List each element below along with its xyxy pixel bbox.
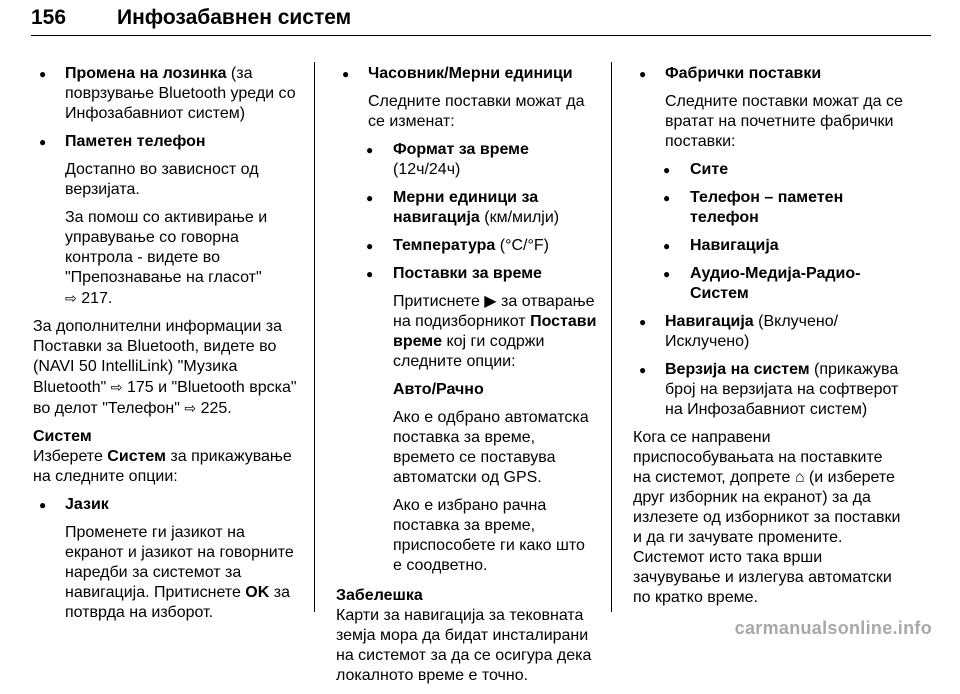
bluetooth-info-paragraph — [33, 317, 305, 419]
column-1 — [33, 64, 305, 631]
page-title: Инфозабавнен систем — [117, 6, 352, 29]
bullet-language — [33, 495, 305, 515]
watermark: carmanualsonline.info — [734, 618, 932, 638]
paragraph-text: за прикажување на следните опции: — [33, 448, 292, 485]
note-text: Карти за навигација за тековната земја мора да бидат инсталирани на системот за да се осигура дека локалното време е точно. — [336, 607, 592, 684]
bullet-title: Аудио-Медија-Радио-Систем — [690, 265, 861, 302]
bullet-factory — [633, 64, 903, 84]
page-number: 156 — [31, 6, 67, 29]
bullet-title: Навигација — [690, 237, 779, 254]
paragraph-text: Кога се направени приспособувањата на поставките на системот, допрете — [633, 429, 883, 486]
smartphone-p2 — [33, 208, 305, 309]
bullet-title: Верзија на систем — [665, 361, 810, 378]
bullet-title: Јазик — [65, 496, 109, 513]
bullet-text: (км/милји) — [479, 209, 560, 226]
column-divider-1 — [314, 62, 315, 612]
page-ref-icon: ⇨ — [110, 379, 123, 395]
paragraph-text: За помош со активирање и управување со говорна контрола - видете во "Препознавање на гласот" — [65, 209, 268, 286]
bullet-navigation — [633, 312, 903, 352]
page-ref-icon: ⇨ — [65, 290, 77, 306]
bullet-title: Формат за време — [393, 141, 529, 158]
play-arrow-icon: ▶ — [484, 293, 497, 310]
bullet-text: (°C/°F) — [495, 237, 549, 254]
auto-manual-heading — [336, 380, 598, 400]
sub-bullet-audio — [633, 264, 903, 304]
paragraph-text: за отварање на подизборникот — [393, 293, 595, 330]
page-ref: 217. — [81, 290, 113, 307]
bullet-text: (Вклучено/ Исклучено) — [665, 313, 839, 350]
column-2 — [336, 64, 598, 694]
clock-intro: Следните поставки можат да се изменат: — [368, 93, 585, 130]
page-ref: 225. — [200, 400, 232, 417]
factory-intro: Следните поставки можат да се вратат на почетните фабрички поставки: — [665, 93, 903, 150]
bullet-title: Промена на лозинка — [65, 65, 227, 82]
smartphone-p1: Достапно во зависност од верзијата. — [65, 161, 259, 198]
bullet-text: (за поврзување Bluetooth уреди со Инфозабавниот систем) — [65, 65, 296, 122]
bold-term: Постави време — [393, 313, 597, 350]
language-text — [33, 523, 305, 623]
bullet-title: Часовник/Мерни единици — [368, 65, 573, 82]
home-icon: ⌂ — [794, 469, 805, 486]
closing-paragraph — [633, 428, 903, 608]
page-ref-icon: ⇨ — [184, 400, 197, 416]
sub-bullet-phone — [633, 188, 903, 228]
sub-bullet-temperature — [336, 236, 598, 256]
paragraph-text: 175 и "Bluetooth врска" во делот "Телефон" — [33, 379, 297, 417]
bullet-text: (12ч/24ч) — [393, 161, 461, 178]
bullet-title: Температура — [393, 237, 496, 254]
paragraph-text: кој ги содржи следните опции: — [393, 333, 545, 370]
sub-bullet-navigation — [633, 236, 903, 256]
auto-p2: Ако е избрано рачна поставка за време, приспособете ги како што е соодветно. — [393, 497, 585, 574]
bullet-title: Мерни единици за навигација — [393, 189, 539, 226]
bullet-title: Фабрички поставки — [665, 65, 822, 82]
heading-text: Систем — [33, 428, 92, 445]
auto-p1: Ако е одбрано автоматска поставка за време, времето се поставува автоматски од GPS. — [393, 409, 589, 486]
paragraph-text: (и изберете друг изборник на екранот) за да излезете од изборникот за поставки и да ги зачувате промените. Системот исто така врши зачувување и излегува автоматски по кратко време. — [633, 469, 901, 606]
bold-term: OK — [245, 584, 270, 601]
bullet-version — [633, 360, 903, 420]
header-rule — [31, 35, 931, 36]
bold-term: Систем — [107, 448, 166, 465]
sub-bullet-format — [336, 140, 598, 180]
sub-bullet-time-settings — [336, 264, 598, 284]
paragraph-text: Променете ги јазикот на екранот и јазикот на говорните наредби за системот за навигација. Притиснете — [65, 524, 294, 601]
page-header — [31, 4, 351, 32]
bullet-clock — [336, 64, 598, 84]
bullet-password — [33, 64, 305, 124]
bullet-smartphone — [33, 132, 305, 152]
paragraph-text: за потврда на изборот. — [65, 584, 290, 621]
column-3 — [633, 64, 903, 616]
paragraph-text: Изберете — [33, 448, 108, 465]
bullet-title: Навигација — [665, 313, 754, 330]
bullet-title: Сите — [690, 161, 729, 178]
system-intro — [33, 447, 305, 487]
paragraph-text: Притиснете — [393, 293, 485, 310]
bullet-text: (прикажува број на верзијата на софтверот на Инфозабавниот систем) — [665, 361, 899, 418]
sub-bullet-all — [633, 160, 903, 180]
heading-text: Забелешка — [336, 587, 423, 604]
time-settings-text — [336, 292, 598, 372]
bullet-title: Паметен телефон — [65, 133, 206, 150]
note-heading — [336, 586, 598, 606]
heading-text: Авто/Рачно — [393, 381, 484, 398]
paragraph-text: За дополнителни информации за Поставки за Bluetooth, видете во (NAVI 50 IntelliLink) "Музика Bluetooth" — [33, 318, 282, 396]
bullet-title: Телефон – паметен телефон — [690, 189, 844, 226]
column-divider-2 — [611, 62, 612, 612]
sub-bullet-units — [336, 188, 598, 228]
bullet-title: Поставки за време — [393, 265, 542, 282]
section-heading-system — [33, 427, 305, 447]
